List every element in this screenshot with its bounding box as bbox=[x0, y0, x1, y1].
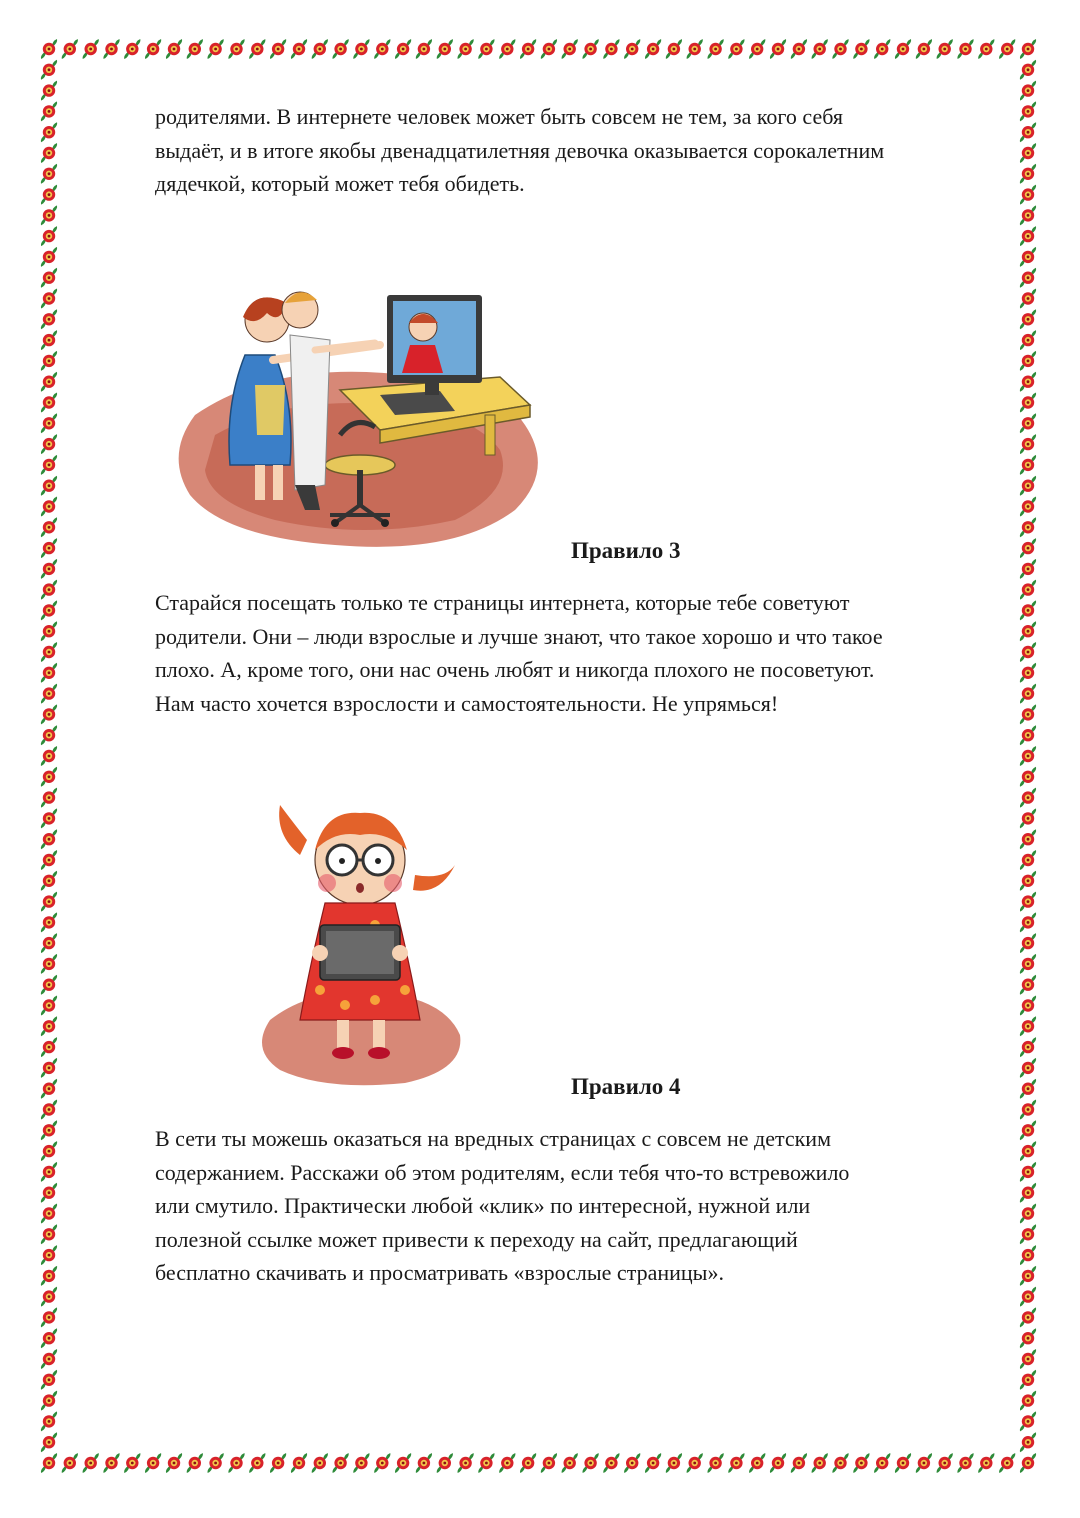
flower-ornament bbox=[603, 39, 619, 59]
flower-ornament bbox=[41, 850, 57, 870]
flower-ornament bbox=[83, 39, 99, 59]
flower-ornament bbox=[520, 39, 536, 59]
flower-ornament bbox=[437, 1453, 453, 1473]
flower-ornament bbox=[41, 1204, 57, 1224]
text-line: родители. Они – люди взрослые и лучше знают, что такое хорошо и что такое bbox=[155, 623, 883, 649]
flower-ornament bbox=[41, 704, 57, 724]
flower-ornament bbox=[41, 996, 57, 1016]
flower-ornament bbox=[291, 39, 307, 59]
flower-ornament bbox=[41, 621, 57, 641]
flower-ornament bbox=[1020, 39, 1036, 59]
flower-ornament bbox=[41, 559, 57, 579]
flower-ornament bbox=[1020, 1058, 1036, 1078]
flower-ornament bbox=[41, 517, 57, 537]
flower-ornament bbox=[499, 1453, 515, 1473]
flower-ornament bbox=[1020, 1328, 1036, 1348]
flower-ornament bbox=[666, 39, 682, 59]
text-line: содержанием. Расскажи об этом родителям, если тебя что-то встревожило bbox=[155, 1159, 850, 1185]
flower-ornament bbox=[41, 330, 57, 350]
flower-ornament bbox=[1020, 1287, 1036, 1307]
flower-ornament bbox=[707, 1453, 723, 1473]
flower-ornament bbox=[41, 434, 57, 454]
flower-ornament bbox=[603, 1453, 619, 1473]
flower-ornament bbox=[41, 205, 57, 225]
flower-ornament bbox=[312, 39, 328, 59]
flower-ornament bbox=[166, 1453, 182, 1473]
flower-ornament bbox=[541, 1453, 557, 1473]
flower-ornament bbox=[1020, 808, 1036, 828]
flower-ornament bbox=[83, 1453, 99, 1473]
flower-ornament bbox=[103, 39, 119, 59]
flower-ornament bbox=[1020, 1432, 1036, 1452]
flower-ornament bbox=[41, 1100, 57, 1120]
flower-ornament bbox=[1020, 372, 1036, 392]
flower-ornament bbox=[41, 1287, 57, 1307]
flower-ornament bbox=[41, 871, 57, 891]
flower-ornament bbox=[41, 247, 57, 267]
flower-ornament bbox=[41, 268, 57, 288]
flower-ornament bbox=[62, 39, 78, 59]
flower-ornament bbox=[645, 1453, 661, 1473]
flower-ornament bbox=[1020, 517, 1036, 537]
flower-ornament bbox=[41, 600, 57, 620]
flower-ornament bbox=[41, 476, 57, 496]
flower-ornament bbox=[41, 725, 57, 745]
flower-ornament bbox=[103, 1453, 119, 1473]
flower-ornament bbox=[499, 39, 515, 59]
flower-ornament bbox=[332, 1453, 348, 1473]
flower-ornament bbox=[1020, 892, 1036, 912]
flower-ornament bbox=[562, 39, 578, 59]
girl-with-tablet-illustration bbox=[245, 785, 475, 1095]
parents-at-computer-illustration bbox=[155, 265, 567, 560]
flower-ornament bbox=[41, 892, 57, 912]
flower-ornament bbox=[1020, 996, 1036, 1016]
flower-ornament bbox=[41, 1432, 57, 1452]
flower-ornament bbox=[41, 767, 57, 787]
flower-ornament bbox=[1020, 1349, 1036, 1369]
flower-ornament bbox=[41, 1349, 57, 1369]
flower-ornament bbox=[1020, 268, 1036, 288]
flower-ornament bbox=[145, 1453, 161, 1473]
flower-ornament bbox=[895, 39, 911, 59]
flower-ornament bbox=[937, 1453, 953, 1473]
flower-ornament bbox=[41, 185, 57, 205]
flower-ornament bbox=[41, 226, 57, 246]
flower-ornament bbox=[1020, 559, 1036, 579]
flower-ornament bbox=[1020, 1016, 1036, 1036]
flower-ornament bbox=[41, 1370, 57, 1390]
flower-ornament bbox=[41, 497, 57, 517]
flower-ornament bbox=[1020, 289, 1036, 309]
flower-ornament bbox=[187, 1453, 203, 1473]
flower-ornament bbox=[457, 39, 473, 59]
flower-ornament bbox=[41, 101, 57, 121]
rule3-heading: Правило 3 bbox=[571, 538, 681, 563]
text-line: Старайся посещать только те страницы интернета, которые тебе советуют bbox=[155, 590, 850, 615]
text-line: Нам часто хочется взрослости и самостоятельности. Не упрямься! bbox=[155, 690, 779, 716]
text-line: полезной ссылке может привести к переходу на сайт, предлагающий bbox=[155, 1226, 798, 1252]
text-line: бесплатно скачивать и просматривать «взрослые страницы». bbox=[155, 1260, 724, 1285]
flower-ornament bbox=[624, 1453, 640, 1473]
flower-ornament bbox=[853, 39, 869, 59]
flower-ornament bbox=[207, 39, 223, 59]
flower-ornament bbox=[41, 164, 57, 184]
flower-ornament bbox=[999, 1453, 1015, 1473]
flower-ornament bbox=[1020, 746, 1036, 766]
flower-ornament bbox=[791, 39, 807, 59]
flower-ornament bbox=[41, 538, 57, 558]
flower-ornament bbox=[770, 39, 786, 59]
flower-ornament bbox=[1020, 393, 1036, 413]
flower-ornament bbox=[457, 1453, 473, 1473]
flower-ornament bbox=[124, 1453, 140, 1473]
flower-ornament bbox=[41, 1162, 57, 1182]
flower-ornament bbox=[874, 39, 890, 59]
flower-ornament bbox=[916, 1453, 932, 1473]
flower-ornament bbox=[1020, 60, 1036, 80]
flower-ornament bbox=[1020, 413, 1036, 433]
flower-ornament bbox=[41, 1183, 57, 1203]
flower-ornament bbox=[41, 1411, 57, 1431]
flower-ornament bbox=[41, 1037, 57, 1057]
flower-ornament bbox=[374, 1453, 390, 1473]
flower-ornament bbox=[249, 39, 265, 59]
flower-ornament bbox=[41, 143, 57, 163]
flower-ornament bbox=[937, 39, 953, 59]
flower-ornament bbox=[541, 39, 557, 59]
flower-ornament bbox=[41, 580, 57, 600]
text-line: выдаёт, и в итоге якобы двенадцатилетняя девочка оказывается сорокалетним bbox=[155, 137, 885, 163]
flower-ornament bbox=[478, 39, 494, 59]
flower-ornament bbox=[353, 39, 369, 59]
flower-ornament bbox=[874, 1453, 890, 1473]
flower-ornament bbox=[41, 788, 57, 808]
flower-ornament bbox=[1020, 912, 1036, 932]
text-line: дядечкой, который может тебя обидеть. bbox=[155, 171, 525, 196]
flower-ornament bbox=[291, 1453, 307, 1473]
flower-ornament bbox=[1020, 850, 1036, 870]
flower-ornament bbox=[41, 1307, 57, 1327]
flower-ornament bbox=[228, 39, 244, 59]
flower-ornament bbox=[437, 39, 453, 59]
flower-ornament bbox=[41, 975, 57, 995]
flower-ornament bbox=[41, 1058, 57, 1078]
rule3-paragraph bbox=[155, 586, 1025, 720]
flower-ornament bbox=[1020, 1307, 1036, 1327]
flower-ornament bbox=[895, 1453, 911, 1473]
flower-ornament bbox=[1020, 1100, 1036, 1120]
flower-ornament bbox=[228, 1453, 244, 1473]
flower-ornament bbox=[1020, 1411, 1036, 1431]
flower-ornament bbox=[41, 122, 57, 142]
flower-ornament bbox=[1020, 330, 1036, 350]
text-line: В сети ты можешь оказаться на вредных страницах с совсем не детским bbox=[155, 1126, 831, 1151]
flower-ornament bbox=[1020, 1079, 1036, 1099]
flower-ornament bbox=[41, 351, 57, 371]
flower-ornament bbox=[832, 1453, 848, 1473]
flower-ornament bbox=[1020, 247, 1036, 267]
flower-ornament bbox=[187, 39, 203, 59]
flower-ornament bbox=[812, 39, 828, 59]
flower-ornament bbox=[978, 39, 994, 59]
flower-ornament bbox=[1020, 476, 1036, 496]
flower-ornament bbox=[41, 1453, 57, 1473]
flower-ornament bbox=[957, 39, 973, 59]
flower-ornament bbox=[41, 60, 57, 80]
flower-ornament bbox=[41, 642, 57, 662]
flower-ornament bbox=[687, 1453, 703, 1473]
flower-ornament bbox=[1020, 205, 1036, 225]
flower-ornament bbox=[832, 39, 848, 59]
rule4-paragraph bbox=[155, 1122, 1025, 1290]
flower-ornament bbox=[41, 912, 57, 932]
flower-ornament bbox=[1020, 1370, 1036, 1390]
rule4-heading: Правило 4 bbox=[571, 1074, 681, 1099]
flower-ornament bbox=[1020, 226, 1036, 246]
flower-ornament bbox=[916, 39, 932, 59]
flower-ornament bbox=[1020, 1453, 1036, 1473]
flower-ornament bbox=[728, 39, 744, 59]
flower-ornament bbox=[1020, 767, 1036, 787]
flower-ornament bbox=[41, 39, 57, 59]
flower-ornament bbox=[41, 393, 57, 413]
flower-ornament bbox=[41, 1079, 57, 1099]
flower-ornament bbox=[1020, 871, 1036, 891]
flower-ornament bbox=[270, 39, 286, 59]
flower-ornament bbox=[41, 413, 57, 433]
flower-ornament bbox=[41, 808, 57, 828]
flower-ornament bbox=[707, 39, 723, 59]
flower-ornament bbox=[1020, 538, 1036, 558]
flower-ornament bbox=[41, 684, 57, 704]
flower-ornament bbox=[1020, 933, 1036, 953]
flower-ornament bbox=[1020, 788, 1036, 808]
flower-ornament bbox=[374, 39, 390, 59]
flower-ornament bbox=[1020, 351, 1036, 371]
flower-ornament bbox=[312, 1453, 328, 1473]
flower-ornament bbox=[1020, 434, 1036, 454]
flower-ornament bbox=[249, 1453, 265, 1473]
flower-ornament bbox=[332, 39, 348, 59]
flower-ornament bbox=[1020, 725, 1036, 745]
flower-ornament bbox=[1020, 829, 1036, 849]
flower-ornament bbox=[41, 455, 57, 475]
flower-ornament bbox=[687, 39, 703, 59]
flower-ornament bbox=[812, 1453, 828, 1473]
flower-ornament bbox=[999, 39, 1015, 59]
intro-paragraph bbox=[155, 100, 1025, 201]
flower-ornament bbox=[1020, 954, 1036, 974]
flower-ornament bbox=[478, 1453, 494, 1473]
flower-ornament bbox=[166, 39, 182, 59]
flower-ornament bbox=[645, 39, 661, 59]
flower-ornament bbox=[41, 954, 57, 974]
flower-ornament bbox=[1020, 497, 1036, 517]
flower-ornament bbox=[41, 1266, 57, 1286]
flower-ornament bbox=[41, 829, 57, 849]
flower-ornament bbox=[41, 663, 57, 683]
flower-ornament bbox=[1020, 1037, 1036, 1057]
flower-ornament bbox=[624, 39, 640, 59]
flower-ornament bbox=[416, 1453, 432, 1473]
flower-ornament bbox=[562, 1453, 578, 1473]
flower-ornament bbox=[770, 1453, 786, 1473]
flower-ornament bbox=[41, 1141, 57, 1161]
flower-ornament bbox=[1020, 455, 1036, 475]
flower-ornament bbox=[395, 1453, 411, 1473]
flower-ornament bbox=[41, 289, 57, 309]
flower-ornament bbox=[728, 1453, 744, 1473]
flower-ornament bbox=[666, 1453, 682, 1473]
flower-ornament bbox=[41, 1391, 57, 1411]
text-line: плохо. А, кроме того, они нас очень любят и никогда плохого не посоветуют. bbox=[155, 657, 875, 682]
flower-ornament bbox=[270, 1453, 286, 1473]
flower-ornament bbox=[41, 372, 57, 392]
flower-ornament bbox=[41, 1120, 57, 1140]
flower-ornament bbox=[957, 1453, 973, 1473]
flower-ornament bbox=[41, 309, 57, 329]
flower-ornament bbox=[124, 39, 140, 59]
flower-ornament bbox=[353, 1453, 369, 1473]
flower-ornament bbox=[582, 39, 598, 59]
flower-ornament bbox=[853, 1453, 869, 1473]
flower-ornament bbox=[41, 746, 57, 766]
flower-ornament bbox=[395, 39, 411, 59]
flower-ornament bbox=[520, 1453, 536, 1473]
flower-ornament bbox=[1020, 975, 1036, 995]
flower-ornament bbox=[145, 39, 161, 59]
flower-ornament bbox=[1020, 309, 1036, 329]
flower-ornament bbox=[1020, 81, 1036, 101]
flower-ornament bbox=[41, 1224, 57, 1244]
text-line: родителями. В интернете человек может быть совсем не тем, за кого себя bbox=[155, 104, 843, 129]
flower-ornament bbox=[749, 1453, 765, 1473]
flower-ornament bbox=[582, 1453, 598, 1473]
flower-ornament bbox=[41, 1328, 57, 1348]
flower-ornament bbox=[41, 1245, 57, 1265]
flower-ornament bbox=[41, 1016, 57, 1036]
flower-ornament bbox=[207, 1453, 223, 1473]
flower-ornament bbox=[41, 81, 57, 101]
flower-ornament bbox=[978, 1453, 994, 1473]
text-line: или смутило. Практически любой «клик» по интересной, нужной или bbox=[155, 1193, 811, 1218]
flower-ornament bbox=[791, 1453, 807, 1473]
flower-ornament bbox=[1020, 1391, 1036, 1411]
flower-ornament bbox=[62, 1453, 78, 1473]
flower-ornament bbox=[416, 39, 432, 59]
flower-ornament bbox=[41, 933, 57, 953]
flower-ornament bbox=[749, 39, 765, 59]
